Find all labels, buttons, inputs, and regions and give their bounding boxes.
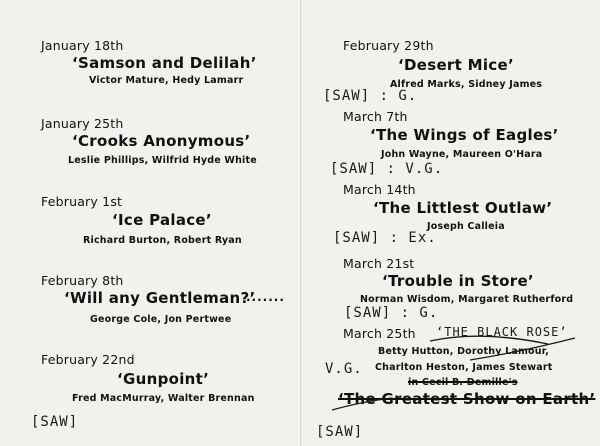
date-label: February 1st	[41, 194, 123, 209]
handwritten-saw-note: [SAW]	[316, 424, 364, 440]
cast-list: Fred MacMurray, Walter Brennan	[72, 393, 255, 404]
cast-list: Alfred Marks, Sidney James	[390, 79, 543, 90]
handwritten-rating-note: [SAW] : G.	[344, 305, 439, 321]
date-label: March 21st	[343, 256, 415, 271]
date-label: March 25th	[343, 326, 416, 341]
film-title: ‘Desert Mice’	[398, 56, 514, 74]
cast-list: George Cole, Jon Pertwee	[90, 314, 232, 325]
date-label: March 14th	[343, 182, 416, 197]
date-label: February 22nd	[41, 352, 135, 367]
cast-list: Charlton Heston, James Stewart	[375, 362, 553, 373]
pen-underline	[430, 336, 548, 344]
cast-list: John Wayne, Maureen O'Hara	[381, 149, 543, 160]
cast-list: Norman Wisdom, Margaret Rutherford	[360, 294, 574, 305]
film-title: ‘Samson and Delilah’	[72, 54, 257, 72]
film-title: ‘Will any Gentleman?’	[64, 289, 256, 307]
cast-list: Joseph Calleia	[427, 221, 505, 232]
film-title: ‘Ice Palace’	[112, 211, 212, 229]
film-title-crossed: ‘The Greatest Show on Earth’	[338, 390, 596, 408]
date-label: January 25th	[41, 116, 124, 131]
cast-list: Leslie Phillips, Wilfrid Hyde White	[68, 155, 257, 166]
pen-strike-line	[470, 338, 575, 360]
handwritten-rating-note: [SAW] : V.G.	[330, 161, 444, 177]
handwritten-saw-note: [SAW]	[31, 414, 79, 430]
handwritten-rating-note: [SAW] : Ex.	[333, 230, 437, 246]
film-title: ‘Trouble in Store’	[382, 272, 534, 290]
cast-list: Richard Burton, Robert Ryan	[83, 235, 242, 246]
cast-list-crossed: in Cecil B. Demille's	[408, 377, 518, 388]
leader-dots: .......	[246, 290, 285, 304]
film-title: ‘The Littlest Outlaw’	[373, 199, 553, 217]
film-title: ‘Crooks Anonymous’	[72, 132, 251, 150]
handwritten-rating-note: V.G.	[325, 361, 363, 377]
cast-list: Victor Mature, Hedy Lamarr	[89, 75, 244, 86]
date-label: February 29th	[343, 38, 434, 53]
handwritten-rating-note: [SAW] : G.	[323, 88, 418, 104]
pen-strike-line	[332, 398, 392, 410]
date-label: March 7th	[343, 109, 408, 124]
handwritten-film-title: ‘THE BLACK ROSE’	[436, 325, 568, 339]
film-title: ‘Gunpoint’	[117, 370, 210, 388]
date-label: February 8th	[41, 273, 124, 288]
date-label: January 18th	[41, 38, 124, 53]
cast-list: Betty Hutton, Dorothy Lamour,	[378, 346, 550, 357]
film-title: ‘The Wings of Eagles’	[370, 126, 559, 144]
